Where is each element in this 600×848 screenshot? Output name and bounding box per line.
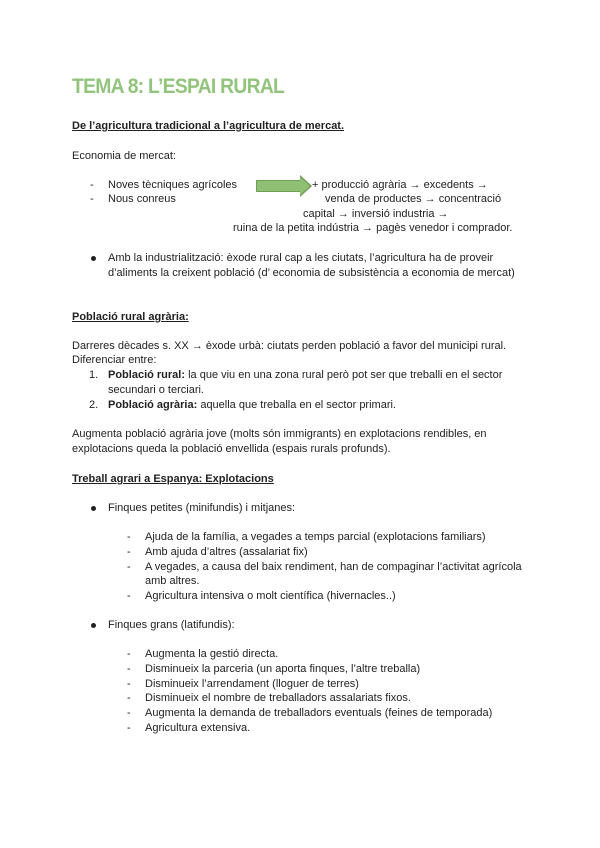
- dash-marker: -: [127, 707, 131, 719]
- list-item: Disminueix la parceria (un aporta finques, l’altre treballa): [145, 663, 421, 675]
- dash-marker: -: [90, 179, 94, 191]
- dash-marker: -: [127, 692, 131, 704]
- population-paragraph: Augmenta població agrària jove (molts són immigrants) en explotacions rendibles, en: [72, 428, 487, 440]
- term-agrarian-definition: aquella que treballa en el sector primari.: [197, 399, 396, 411]
- list-item: Agricultura extensiva.: [145, 722, 251, 734]
- section-heading-work: Treball agrari a Espanya: Explotacions: [72, 473, 274, 485]
- list-item: Augmenta la demanda de treballadors eventuals (feines de temporada): [145, 707, 493, 719]
- result-line: ruina de la petita indústria → pagès venedor i comprador.: [233, 222, 513, 234]
- dash-marker: -: [127, 648, 131, 660]
- section-heading-population: Població rural agrària:: [72, 311, 189, 323]
- result-line: capital → inversió industria →: [303, 208, 449, 220]
- term-rural: Població rural:: [108, 369, 186, 381]
- bullet-icon: [91, 506, 96, 511]
- term-agrarian: Població agrària:: [108, 399, 198, 411]
- group-label-large-farms: Finques grans (latifundis):: [108, 619, 235, 631]
- list-item: Nous conreus: [108, 193, 176, 205]
- list-item: Agricultura intensiva o molt científica (hivernacles..): [145, 590, 396, 602]
- section-heading-agriculture: De l’agricultura tradicional a l’agricultura de mercat.: [72, 120, 345, 132]
- list-item: Noves tècniques agrícoles: [108, 179, 238, 191]
- population-paragraph: explotacions queda la població envellida (espais rurals profunds).: [72, 443, 391, 455]
- dash-marker: -: [127, 546, 131, 558]
- list-item: [108, 398, 396, 413]
- result-line: venda de productes → concentració: [325, 193, 502, 205]
- list-item: Augmenta la gestió directa.: [145, 648, 279, 660]
- list-item: Ajuda de la família, a vegades a temps parcial (explotacions familiars): [145, 531, 486, 543]
- bullet-icon: [91, 623, 96, 628]
- dash-marker: -: [127, 531, 131, 543]
- population-intro: Darreres dècades s. XX → èxode urbà: ciutats perden població a favor del municipi rural.: [72, 340, 507, 352]
- list-item-continuation: amb altres.: [145, 575, 200, 587]
- group-label-small-farms: Finques petites (minifundis) i mitjanes:: [108, 502, 296, 514]
- dash-marker: -: [127, 590, 131, 602]
- page-title: TEMA 8: L’ESPAI RURAL: [72, 75, 285, 98]
- list-item: A vegades, a causa del baix rendiment, han de compaginar l’activitat agrícola: [145, 561, 522, 573]
- list-item-continuation: secundari o terciari.: [108, 384, 204, 396]
- industrialization-text: d’aliments la creixent població (d’ economia de subsistència a economia de mercat): [108, 267, 515, 279]
- dash-marker: -: [127, 722, 131, 734]
- list-number: 2.: [89, 399, 99, 411]
- population-intro: Diferenciar entre:: [72, 354, 157, 366]
- dash-marker: -: [127, 663, 131, 675]
- list-number: 1.: [89, 369, 99, 381]
- dash-marker: -: [127, 678, 131, 690]
- list-item: Amb ajuda d’altres (assalariat fix): [145, 546, 308, 558]
- list-item: [108, 368, 502, 383]
- right-arrow-icon: [256, 180, 301, 192]
- result-line: + producció agrària → excedents →: [312, 179, 488, 191]
- dash-marker: -: [127, 561, 131, 573]
- right-arrow-icon-fill: [300, 177, 310, 195]
- market-economy-intro: Economia de mercat:: [72, 150, 176, 162]
- term-rural-definition: la que viu en una zona rural però pot ser que treballi en el sector: [185, 369, 503, 381]
- list-item: Disminueix el nombre de treballadors assalariats fixos.: [145, 692, 411, 704]
- industrialization-text: Amb la industrialització: èxode rural cap a les ciutats, l’agricultura ha de proveir: [108, 252, 494, 264]
- list-item: Disminueix l’arrendament (lloguer de terres): [145, 678, 359, 690]
- bullet-icon: [91, 256, 96, 261]
- dash-marker: -: [90, 193, 94, 205]
